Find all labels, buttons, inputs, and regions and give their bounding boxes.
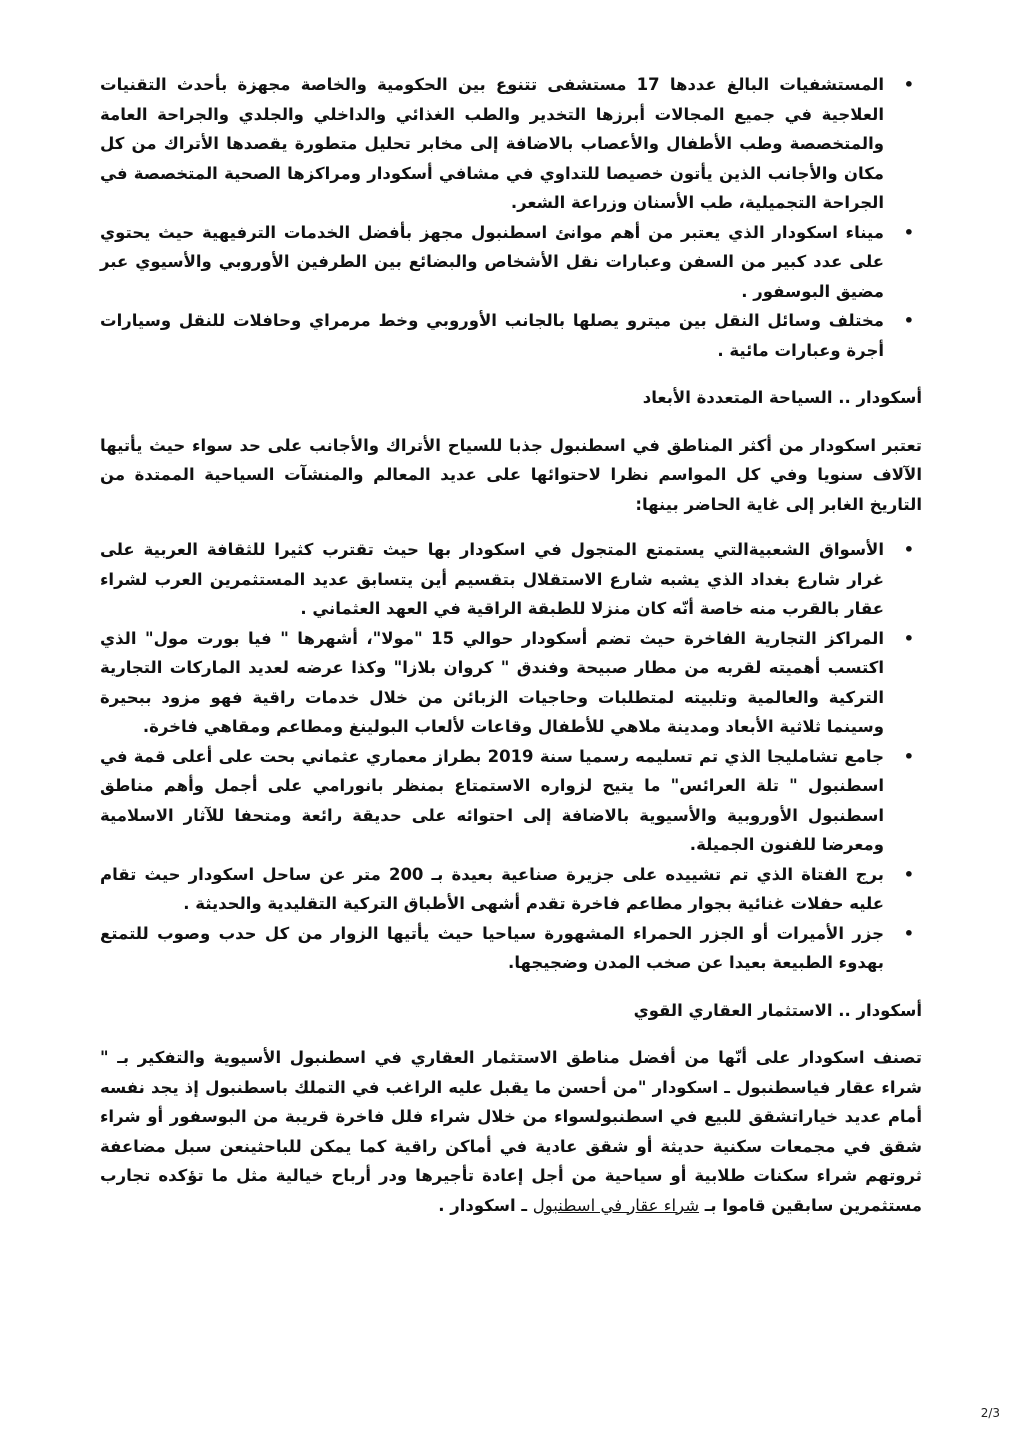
page-number: 2/3 — [980, 1406, 1000, 1420]
list-item: • مختلف وسائل النقل بين ميترو يصلها بالجانب الأوروبي وخط مرمراي وحافلات للنقل وسيارات أجرة وعبارات مائية . — [100, 306, 884, 365]
document-page — [100, 70, 922, 1220]
section-heading-investment: أسكودار .. الاستثمار العقاري القوي — [633, 1000, 922, 1020]
tourism-intro-paragraph: تعتبر اسكودار من أكثر المناطق في اسطنبول جذبا للسياح الأتراك والأجانب على حد سواء حيث يأتيها الآلاف سنويا وفي كل المواسم نظرا لاحتوائها على عديد المعالم والمنشآت السياحية الممتدة من التاريخ الغابر إلى غاية الحاضر بينها: — [100, 435, 922, 514]
list-item: • المستشفيات البالغ عددها 17 مستشفى تتنوع بين الحكومية والخاصة مجهزة بأحدث التقنيات العلاجية في جميع المجالات أبرزها التخدير والطب الغذائي والداخلي والجلدي والجراحة العامة والمتخصصة وطب الأطفال والأعصاب بالاضافة إلى مخابر تحليل متطورة يقصدها الأتراك من كل مكان والأجانب الذين يأتون خصيصا للتداوي في مشافي أسكودار ومراكزها الصحية المتخصصة في الجراحة التجميلية، طب الأسنان وزراعة الشعر. — [100, 70, 884, 218]
list-item: • ميناء اسكودار الذي يعتبر من أهم موانئ اسطنبول مجهز بأفضل الخدمات الترفيهية حيث يحتوي على عدد كبير من السفن وعبارات نقل الأشخاص والبضائع بين الطرفين الأوروبي والأسيوي عبر مضيق البوسفور . — [100, 218, 884, 307]
investment-paragraph — [100, 1043, 922, 1220]
list-item: • جامع تشامليجا الذي تم تسليمه رسميا سنة 2019 بطراز معماري عثماني بحت على أعلى قمة في اسطنبول " تلة العرائس" ما يتيح لزواره الاستمتاع بمنظر بانورامي على أجمل وأهم مناطق اسطنبول الأوروبية والأسيوية بالاضافة إلى احتوائه على حديقة رائعة ومتحفا للآثار الاسلامية ومعرضا للفنون الجميلة. — [100, 742, 884, 860]
section-heading-tourism: أسكودار .. السياحة المتعددة الأبعاد — [642, 388, 922, 407]
investment-paragraph-tail: ـ اسكودار . — [438, 1195, 528, 1215]
list-item: • جزر الأميرات أو الجزر الحمراء المشهورة سياحيا حيث يأتيها الزوار من كل حدب وصوب للتمتع بهدوء الطبيعة بعيدا عن صخب المدن وضجيجها. — [100, 919, 884, 978]
investment-paragraph-text: تصنف اسكودار على أنّها من أفضل مناطق الاستثمار العقاري في اسطنبول الأسيوية والتفكير بـ " شراء عقار فياسطنبول ـ اسكودار "من أحسن ما يقبل عليه الراغب في التملك باسطنبول إذ يجد نفسه أمام عديد خياراتشقق للبيع في اسطنبولسواء من خلال شراء فلل فاخرة قريبة من البوسفور أو شراء شقق في مجمعات سكنية حديثة أو شقق عادية في أماكن راقية كما يمكن للباحثينعن سبل مضاعفة ثروتهم شراء سكنات طلابية أو سياحية من أجل إعادة تأجيرها ودر أرباح خيالية مثل ما تؤكده تجارب مستثمرين سابقين قاموا بـ — [100, 1048, 922, 1215]
list-item: • برج الفتاة الذي تم تشييده على جزيرة صناعية بعيدة بـ 200 متر عن ساحل اسكودار حيث تقام عليه حفلات غنائية بجوار مطاعم فاخرة تقدم أشهى الأطباق التركية التقليدية والحديثة . — [100, 860, 884, 919]
attractions-list — [100, 535, 922, 978]
list-item: • المراكز التجارية الفاخرة حيث تضم أسكودار حوالي 15 "مولا"، أشهرها " فيا بورت مول" الذي اكتسب أهميته لقربه من مطار صبيحة وفندق " كروان بلازا" وكذا عرضه لعديد الماركات التجارية التركية والعالمية وتلبيته لمتطلبات وحاجيات الزبائن من خلال خدمات راقية فهو مزود ببحيرة وسينما ثلاثية الأبعاد ومدينة ملاهي للأطفال وقاعات لألعاب البولينغ ومطاعم ومقاهي فاخرة. — [100, 624, 884, 742]
real-estate-link[interactable]: شراء عقار في اسطنبول — [532, 1195, 700, 1215]
list-item: • الأسواق الشعبيةالتي يستمتع المتجول في اسكودار بها حيث تقترب كثيرا للثقافة العربية على غرار شارع بغداد الذي يشبه شارع الاستقلال بتقسيم أين يتسابق عديد المستثمرين العرب لشراء عقار بالقرب منه خاصة أنّه كان منزلا للطبقة الراقية في العهد العثماني . — [100, 535, 884, 624]
facilities-list — [100, 70, 922, 365]
